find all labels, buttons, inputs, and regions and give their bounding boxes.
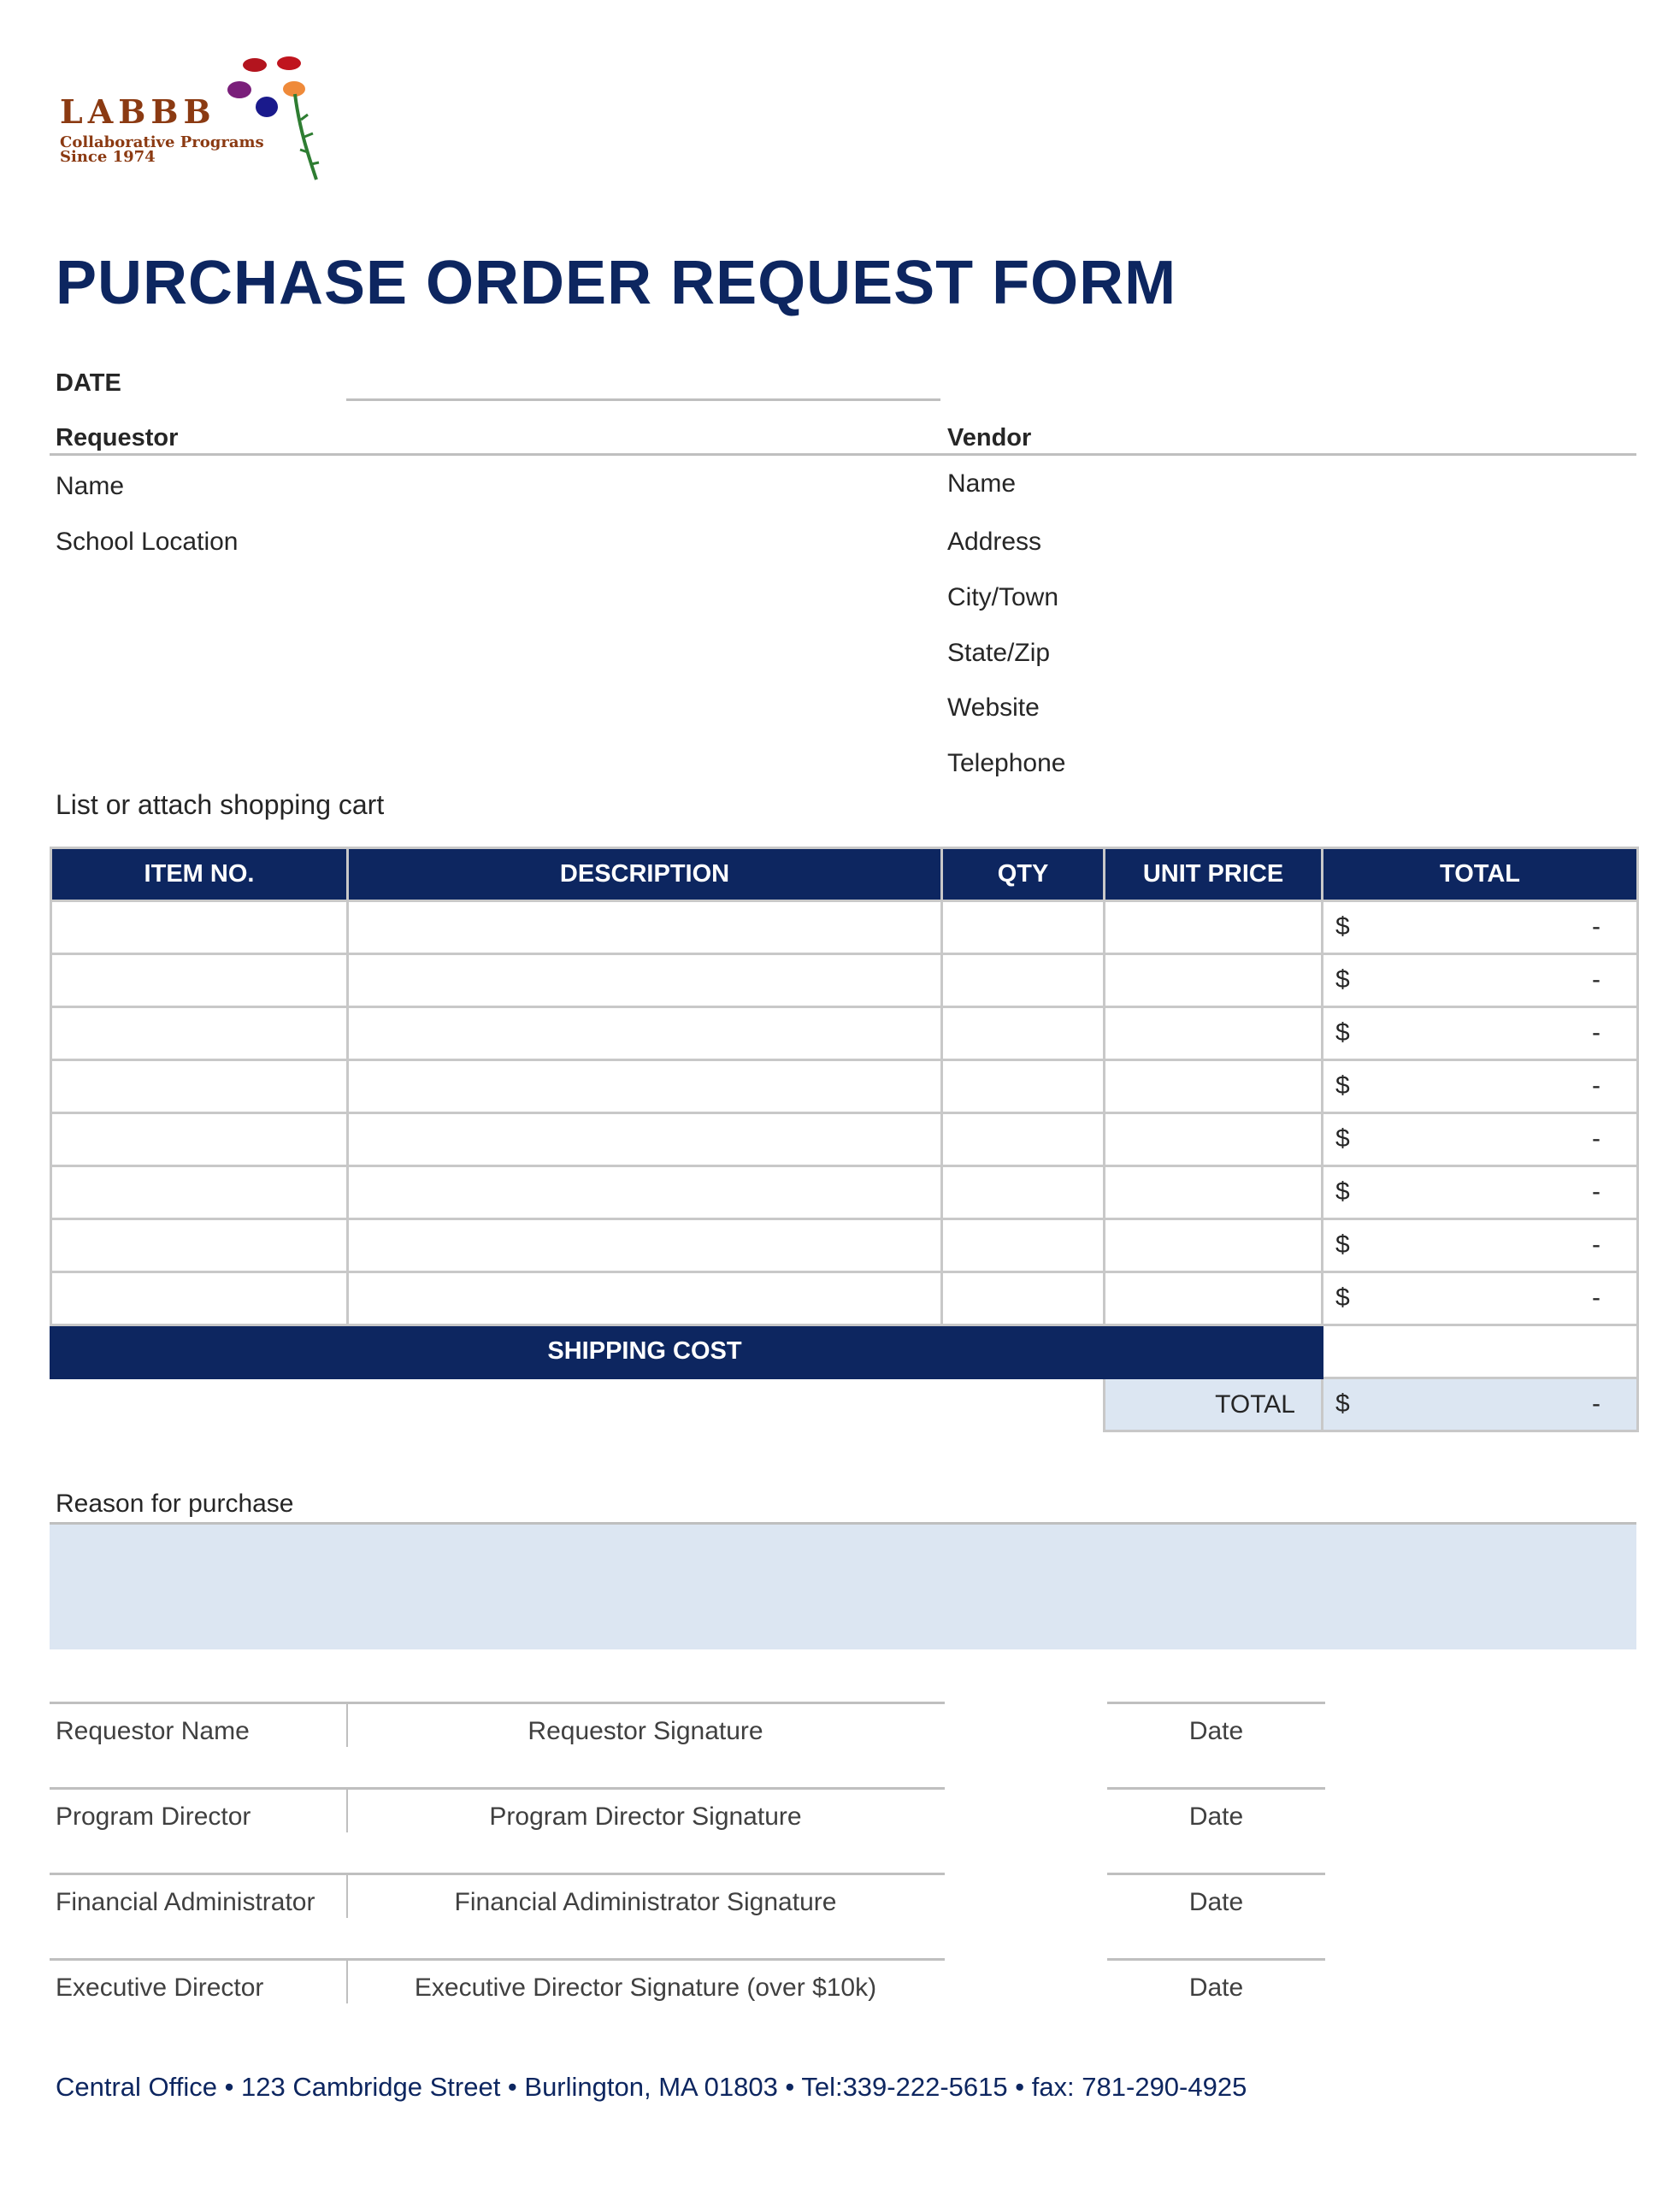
- item-no-cell[interactable]: [51, 1166, 348, 1219]
- page-title: PURCHASE ORDER REQUEST FORM: [56, 249, 1177, 317]
- row-total-value: -: [1592, 1230, 1600, 1259]
- table-row: [51, 1219, 1638, 1272]
- row-total-value: -: [1592, 1018, 1600, 1047]
- shipping-cost-input[interactable]: [1323, 1325, 1638, 1378]
- description-cell[interactable]: [348, 901, 942, 954]
- signer-role-label: Financial Administrator: [56, 1888, 315, 1916]
- item-no-cell[interactable]: [51, 1007, 348, 1060]
- total-row: [51, 1378, 1638, 1431]
- total-label: TOTAL: [1105, 1378, 1323, 1431]
- unit-price-cell[interactable]: [1105, 1007, 1323, 1060]
- date-label: Date: [1188, 1717, 1244, 1745]
- unit-price-cell[interactable]: [1105, 954, 1323, 1007]
- description-cell[interactable]: [348, 1007, 942, 1060]
- row-total-value: -: [1592, 912, 1600, 941]
- row-total-value: -: [1592, 1071, 1600, 1100]
- unit-price-cell[interactable]: [1105, 1219, 1323, 1272]
- row-total-cell: [1323, 1113, 1638, 1166]
- signer-role-label: Requestor Name: [56, 1717, 250, 1745]
- row-total-cell: [1323, 1007, 1638, 1060]
- header-total: TOTAL: [1323, 848, 1638, 901]
- row-total-cell: [1323, 1272, 1638, 1325]
- vendor-city-field[interactable]: City/Town: [947, 583, 1059, 611]
- vendor-state-zip-field[interactable]: State/Zip: [947, 639, 1051, 667]
- item-no-cell[interactable]: [51, 1113, 348, 1166]
- date-line[interactable]: [1107, 1958, 1325, 1961]
- header-unit-price: UNIT PRICE: [1105, 848, 1323, 901]
- row-total-cell: [1323, 1166, 1638, 1219]
- item-no-cell[interactable]: [51, 1272, 348, 1325]
- signature-label: Requestor Signature: [528, 1717, 763, 1745]
- table-row: [51, 1272, 1638, 1325]
- cart-label: List or attach shopping cart: [56, 789, 385, 820]
- vendor-name-field[interactable]: Name: [947, 469, 1017, 498]
- description-cell[interactable]: [348, 1272, 942, 1325]
- logo-name: LABBB: [60, 92, 216, 131]
- description-cell[interactable]: [348, 954, 942, 1007]
- vendor-telephone-field[interactable]: Telephone: [947, 749, 1066, 777]
- qty-cell[interactable]: [942, 1007, 1105, 1060]
- description-cell[interactable]: [348, 1219, 942, 1272]
- row-total-value: -: [1592, 965, 1600, 994]
- date-label: DATE: [56, 369, 121, 397]
- signature-label: Financial Adiministrator Signature: [454, 1888, 837, 1916]
- qty-cell[interactable]: [942, 954, 1105, 1007]
- signature-line[interactable]: [50, 1787, 945, 1790]
- header-qty: QTY: [942, 848, 1105, 901]
- description-cell[interactable]: [348, 1060, 942, 1113]
- row-currency: $: [1335, 1124, 1350, 1153]
- row-currency: $: [1335, 1283, 1350, 1312]
- table-row: [51, 954, 1638, 1007]
- section-divider: [50, 453, 1636, 456]
- row-total-value: -: [1592, 1177, 1600, 1206]
- requestor-school-location-field[interactable]: School Location: [56, 528, 239, 556]
- unit-price-cell[interactable]: [1105, 901, 1323, 954]
- logo-tagline: Collaborative Programs Since 1974: [60, 133, 264, 166]
- signature-line[interactable]: [50, 1702, 945, 1704]
- shipping-row: [51, 1325, 1638, 1378]
- unit-price-cell[interactable]: [1105, 1272, 1323, 1325]
- header-description: DESCRIPTION: [348, 848, 942, 901]
- requestor-name-field[interactable]: Name: [56, 472, 125, 500]
- item-no-cell[interactable]: [51, 954, 348, 1007]
- qty-cell[interactable]: [942, 1166, 1105, 1219]
- table-header-row: [51, 848, 1638, 901]
- qty-cell[interactable]: [942, 1113, 1105, 1166]
- reason-label: Reason for purchase: [56, 1490, 294, 1518]
- qty-cell[interactable]: [942, 1060, 1105, 1113]
- signer-role-label: Executive Director: [56, 1974, 264, 2002]
- date-label: Date: [1188, 1803, 1244, 1831]
- table-row: [51, 1166, 1638, 1219]
- vendor-heading: Vendor: [947, 424, 1032, 451]
- row-total-cell: [1323, 1060, 1638, 1113]
- item-no-cell[interactable]: [51, 1060, 348, 1113]
- date-line[interactable]: [1107, 1873, 1325, 1875]
- row-total-cell: [1323, 901, 1638, 954]
- signer-role-label: Program Director: [56, 1803, 251, 1831]
- signature-label: Program Director Signature: [489, 1803, 802, 1831]
- table-row: [51, 1113, 1638, 1166]
- description-cell[interactable]: [348, 1113, 942, 1166]
- row-total-cell: [1323, 1219, 1638, 1272]
- header-item-no: ITEM NO.: [51, 848, 348, 901]
- items-table: [50, 847, 1639, 1432]
- unit-price-cell[interactable]: [1105, 1060, 1323, 1113]
- signature-label: Executive Director Signature (over $10k): [414, 1974, 877, 2002]
- signature-line[interactable]: [50, 1958, 945, 1961]
- grand-total-cell: [1323, 1378, 1638, 1431]
- row-currency: $: [1335, 965, 1350, 994]
- vendor-address-field[interactable]: Address: [947, 528, 1042, 556]
- date-line[interactable]: [1107, 1702, 1325, 1704]
- requestor-heading: Requestor: [56, 424, 179, 451]
- row-currency: $: [1335, 1071, 1350, 1100]
- row-currency: $: [1335, 1230, 1350, 1259]
- qty-cell[interactable]: [942, 1272, 1105, 1325]
- description-cell[interactable]: [348, 1166, 942, 1219]
- logo: [51, 51, 333, 188]
- shipping-cost-label: SHIPPING COST: [348, 1325, 942, 1378]
- qty-cell[interactable]: [942, 901, 1105, 954]
- item-no-cell[interactable]: [51, 901, 348, 954]
- unit-price-cell[interactable]: [1105, 1166, 1323, 1219]
- footer-contact: Central Office • 123 Cambridge Street • Burlington, MA 01803 • Tel:339-222-5615 • fax: 781-290-4925: [56, 2072, 1247, 2102]
- date-label: Date: [1188, 1974, 1244, 2002]
- total-value: -: [1592, 1390, 1600, 1418]
- row-total-value: -: [1592, 1283, 1600, 1312]
- date-line[interactable]: [1107, 1787, 1325, 1790]
- row-currency: $: [1335, 912, 1350, 941]
- date-field[interactable]: [346, 398, 940, 401]
- table-row: [51, 1060, 1638, 1113]
- vendor-website-field[interactable]: Website: [947, 693, 1040, 722]
- table-row: [51, 901, 1638, 954]
- signature-line[interactable]: [50, 1873, 945, 1875]
- row-total-value: -: [1592, 1124, 1600, 1153]
- date-label: Date: [1188, 1888, 1244, 1916]
- row-currency: $: [1335, 1177, 1350, 1206]
- unit-price-cell[interactable]: [1105, 1113, 1323, 1166]
- item-no-cell[interactable]: [51, 1219, 348, 1272]
- qty-cell[interactable]: [942, 1219, 1105, 1272]
- total-currency: $: [1335, 1390, 1350, 1418]
- reason-input[interactable]: [50, 1525, 1636, 1649]
- row-currency: $: [1335, 1018, 1350, 1047]
- table-row: [51, 1007, 1638, 1060]
- row-total-cell: [1323, 954, 1638, 1007]
